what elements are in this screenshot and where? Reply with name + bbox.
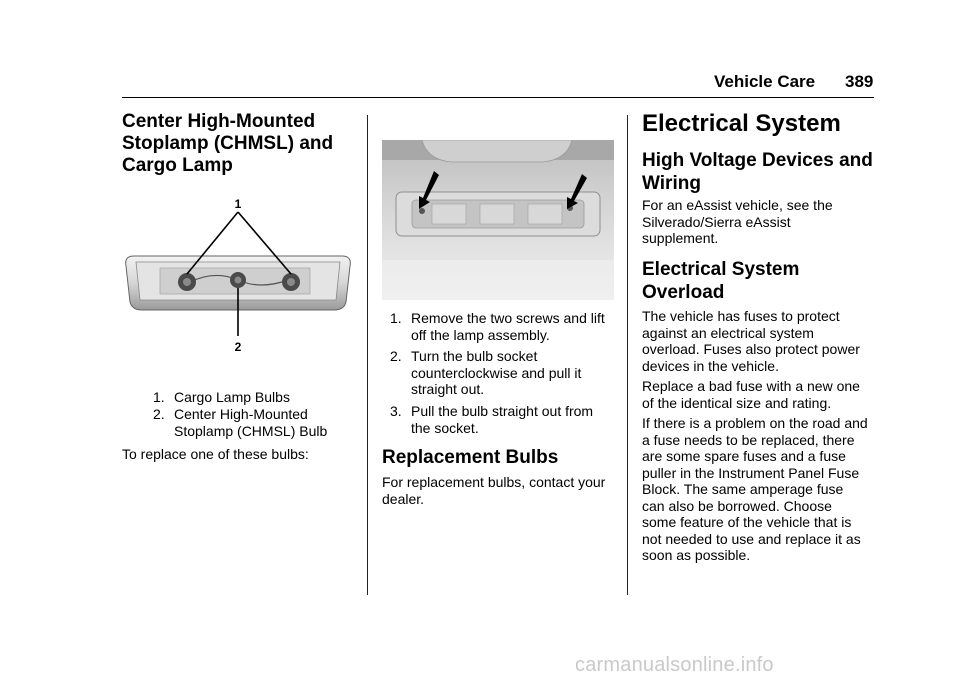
- paragraph-line: can also be borrowed. Choose: [642, 497, 832, 514]
- step-text: Remove the two screws and lift: [411, 310, 605, 326]
- step-text: counterclockwise and pull it: [411, 364, 582, 381]
- paragraph-line: For replacement bulbs, contact your: [382, 474, 606, 490]
- watermark: carmanualsonline.info: [575, 654, 774, 676]
- paragraph-line: of the identical size and rating.: [642, 394, 832, 411]
- legend-text: Center High-Mounted: [174, 406, 308, 422]
- spare-fuses-paragraph: [642, 415, 868, 564]
- paragraph-line: a fuse needs to be replaced, there: [642, 431, 855, 448]
- column-divider-2: [627, 115, 628, 595]
- callout-2: 2: [234, 340, 242, 354]
- paragraph-line: soon as possible.: [642, 547, 751, 563]
- step-text: off the lamp assembly.: [411, 326, 550, 343]
- electrical-system-title: Electrical System: [642, 110, 841, 137]
- replacement-bulbs-heading: Replacement Bulbs: [382, 447, 559, 468]
- high-voltage-heading: [642, 149, 873, 195]
- heading-line: Electrical System: [642, 259, 800, 280]
- heading-line: Overload: [642, 282, 725, 303]
- heading-line: High Voltage Devices and: [642, 150, 873, 171]
- step-text: the socket.: [411, 419, 479, 436]
- paragraph-line: supplement.: [642, 230, 719, 246]
- paragraph-line: If there is a problem on the road and: [642, 415, 868, 431]
- legend-text: Cargo Lamp Bulbs: [174, 389, 290, 405]
- step-number: 1.: [390, 310, 402, 326]
- step-text: straight out.: [411, 381, 485, 397]
- column-divider-1: [367, 115, 368, 595]
- replace-fuse-paragraph: [642, 378, 860, 411]
- legend-text: Stoplamp (CHMSL) Bulb: [174, 422, 328, 439]
- heading-line: Wiring: [642, 173, 701, 194]
- chmsl-lamp-figure: [120, 196, 355, 356]
- paragraph-line: not needed to use and replace it as: [642, 530, 861, 547]
- step-number: 2.: [390, 348, 402, 364]
- paragraph-line: Replace a bad fuse with a new one: [642, 378, 860, 394]
- chmsl-heading: [122, 111, 333, 177]
- step-text: Turn the bulb socket: [411, 348, 538, 364]
- section-title: Vehicle Care: [714, 72, 816, 91]
- legend-number: 2.: [153, 406, 165, 422]
- paragraph-line: The vehicle has fuses to protect: [642, 308, 840, 324]
- page-number: 389: [845, 72, 874, 91]
- col2-paragraph: [382, 474, 605, 507]
- overload-heading: [642, 258, 799, 304]
- callout-1: 1: [234, 197, 242, 211]
- overload-paragraph: [642, 308, 860, 374]
- paragraph-line: For an eAssist vehicle, see the: [642, 197, 833, 213]
- paragraph-line: Block. The same amperage fuse: [642, 481, 844, 497]
- paragraph-line: puller in the Instrument Panel Fuse: [642, 464, 860, 481]
- paragraph-line: devices in the vehicle.: [642, 357, 779, 374]
- chmsl-heading-line: Center High-Mounted: [122, 111, 316, 132]
- paragraph-line: dealer.: [382, 490, 425, 507]
- chmsl-heading-line: Stoplamp (CHMSL) and: [122, 133, 334, 154]
- col1-paragraph: To replace one of these bulbs:: [122, 446, 309, 462]
- paragraph-line: are some spare fuses and a fuse: [642, 448, 846, 464]
- paragraph-line: Silverado/Sierra eAssist: [642, 213, 791, 230]
- step-text: Pull the bulb straight out from: [411, 403, 594, 419]
- header-divider: [122, 97, 874, 98]
- step-number: 3.: [390, 403, 402, 419]
- lamp-screws-photo: [382, 140, 614, 300]
- legend-number: 1.: [153, 389, 165, 405]
- chmsl-heading-line: Cargo Lamp: [122, 155, 233, 176]
- paragraph-line: against an electrical system: [642, 324, 814, 341]
- paragraph-line: overload. Fuses also protect power: [642, 341, 860, 357]
- high-voltage-paragraph: [642, 197, 833, 247]
- paragraph-line: some feature of the vehicle that is: [642, 514, 852, 530]
